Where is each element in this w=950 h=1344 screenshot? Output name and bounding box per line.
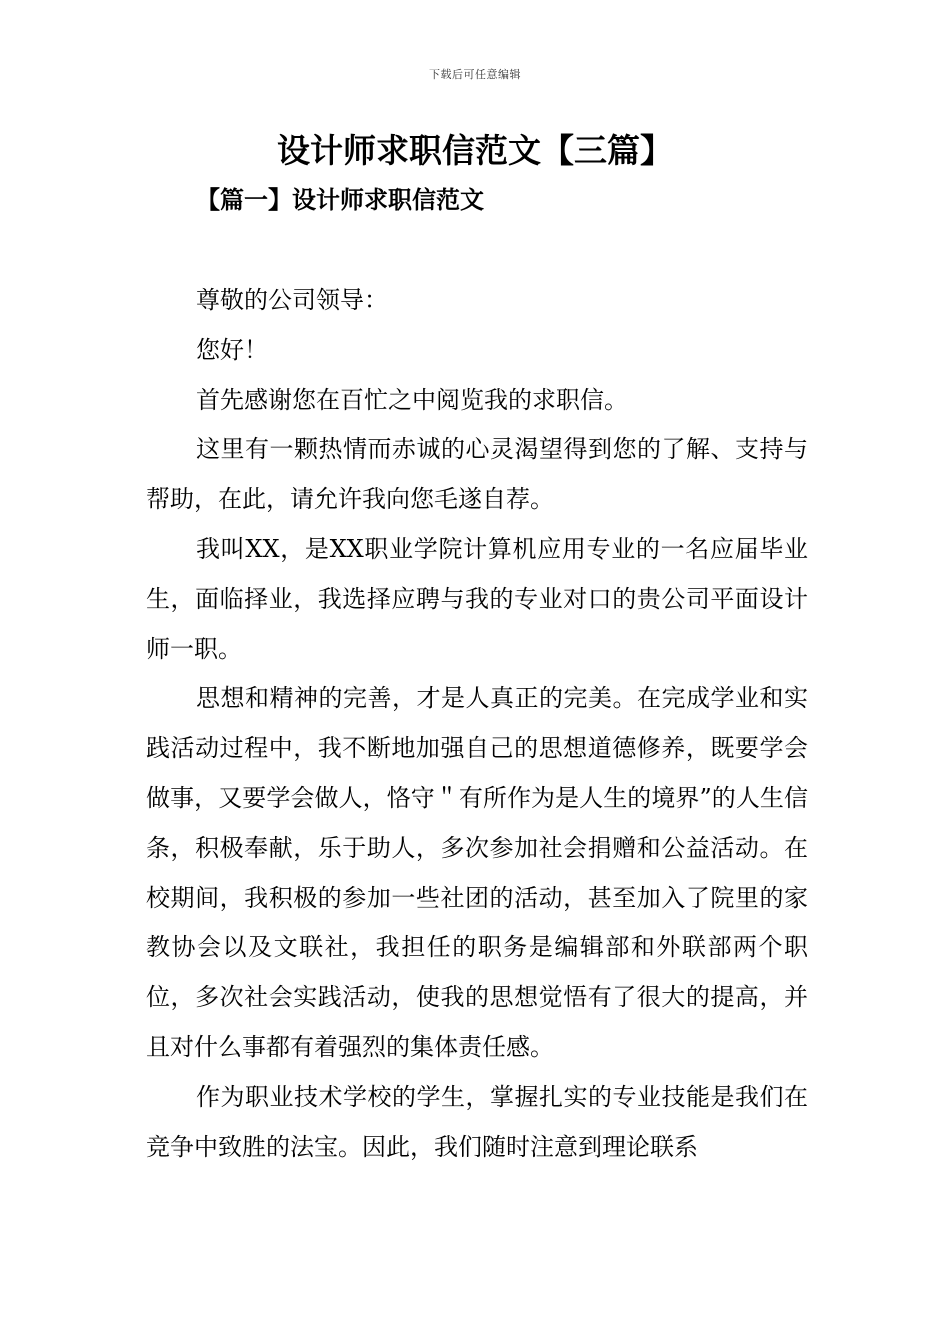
body-paragraph: 思想和精神的完善，才是人真正的完美。在完成学业和实践活动过程中，我不断地加强自己的思想道德修养，既要学会做事，又要学会做人，恪守＂有所作为是人生的境界”的人生信条，积极奉献，乐于助人，多次参加社会捐赠和公益活动。在校期间，我积极的参加一些社团的活动，甚至加入了院里的家教协会以及文联社，我担任的职务是编辑部和外联部两个职位，多次社会实践活动，使我的思想觉悟有了很大的提高，并且对什么事都有着强烈的集体责任感。 xyxy=(146,684,808,1061)
letter-body xyxy=(146,276,808,1172)
body-paragraph: 作为职业技术学校的学生，掌握扎实的专业技能是我们在竞争中致胜的法宝。因此，我们随时注意到理论联系 xyxy=(146,1082,808,1161)
document-title: 设计师求职信范文【三篇】 xyxy=(277,131,673,170)
body-paragraph: 首先感谢您在百忙之中阅览我的求职信。 xyxy=(196,385,628,414)
greeting: 您好！ xyxy=(196,335,268,364)
salutation: 尊敬的公司领导： xyxy=(196,286,388,314)
section-heading: 【篇一】设计师求职信范文 xyxy=(196,185,484,214)
body-paragraph: 这里有一颗热情而赤诚的心灵渴望得到您的了解、支持与帮助，在此，请允许我向您毛遂自荐。 xyxy=(146,435,808,514)
body-paragraph: 我叫XX，是XX职业学院计算机应用专业的一名应届毕业生，面临择业，我选择应聘与我的专业对口的贵公司平面设计师一职。 xyxy=(146,534,808,663)
header-note: 下载后可任意编辑 xyxy=(429,68,521,81)
